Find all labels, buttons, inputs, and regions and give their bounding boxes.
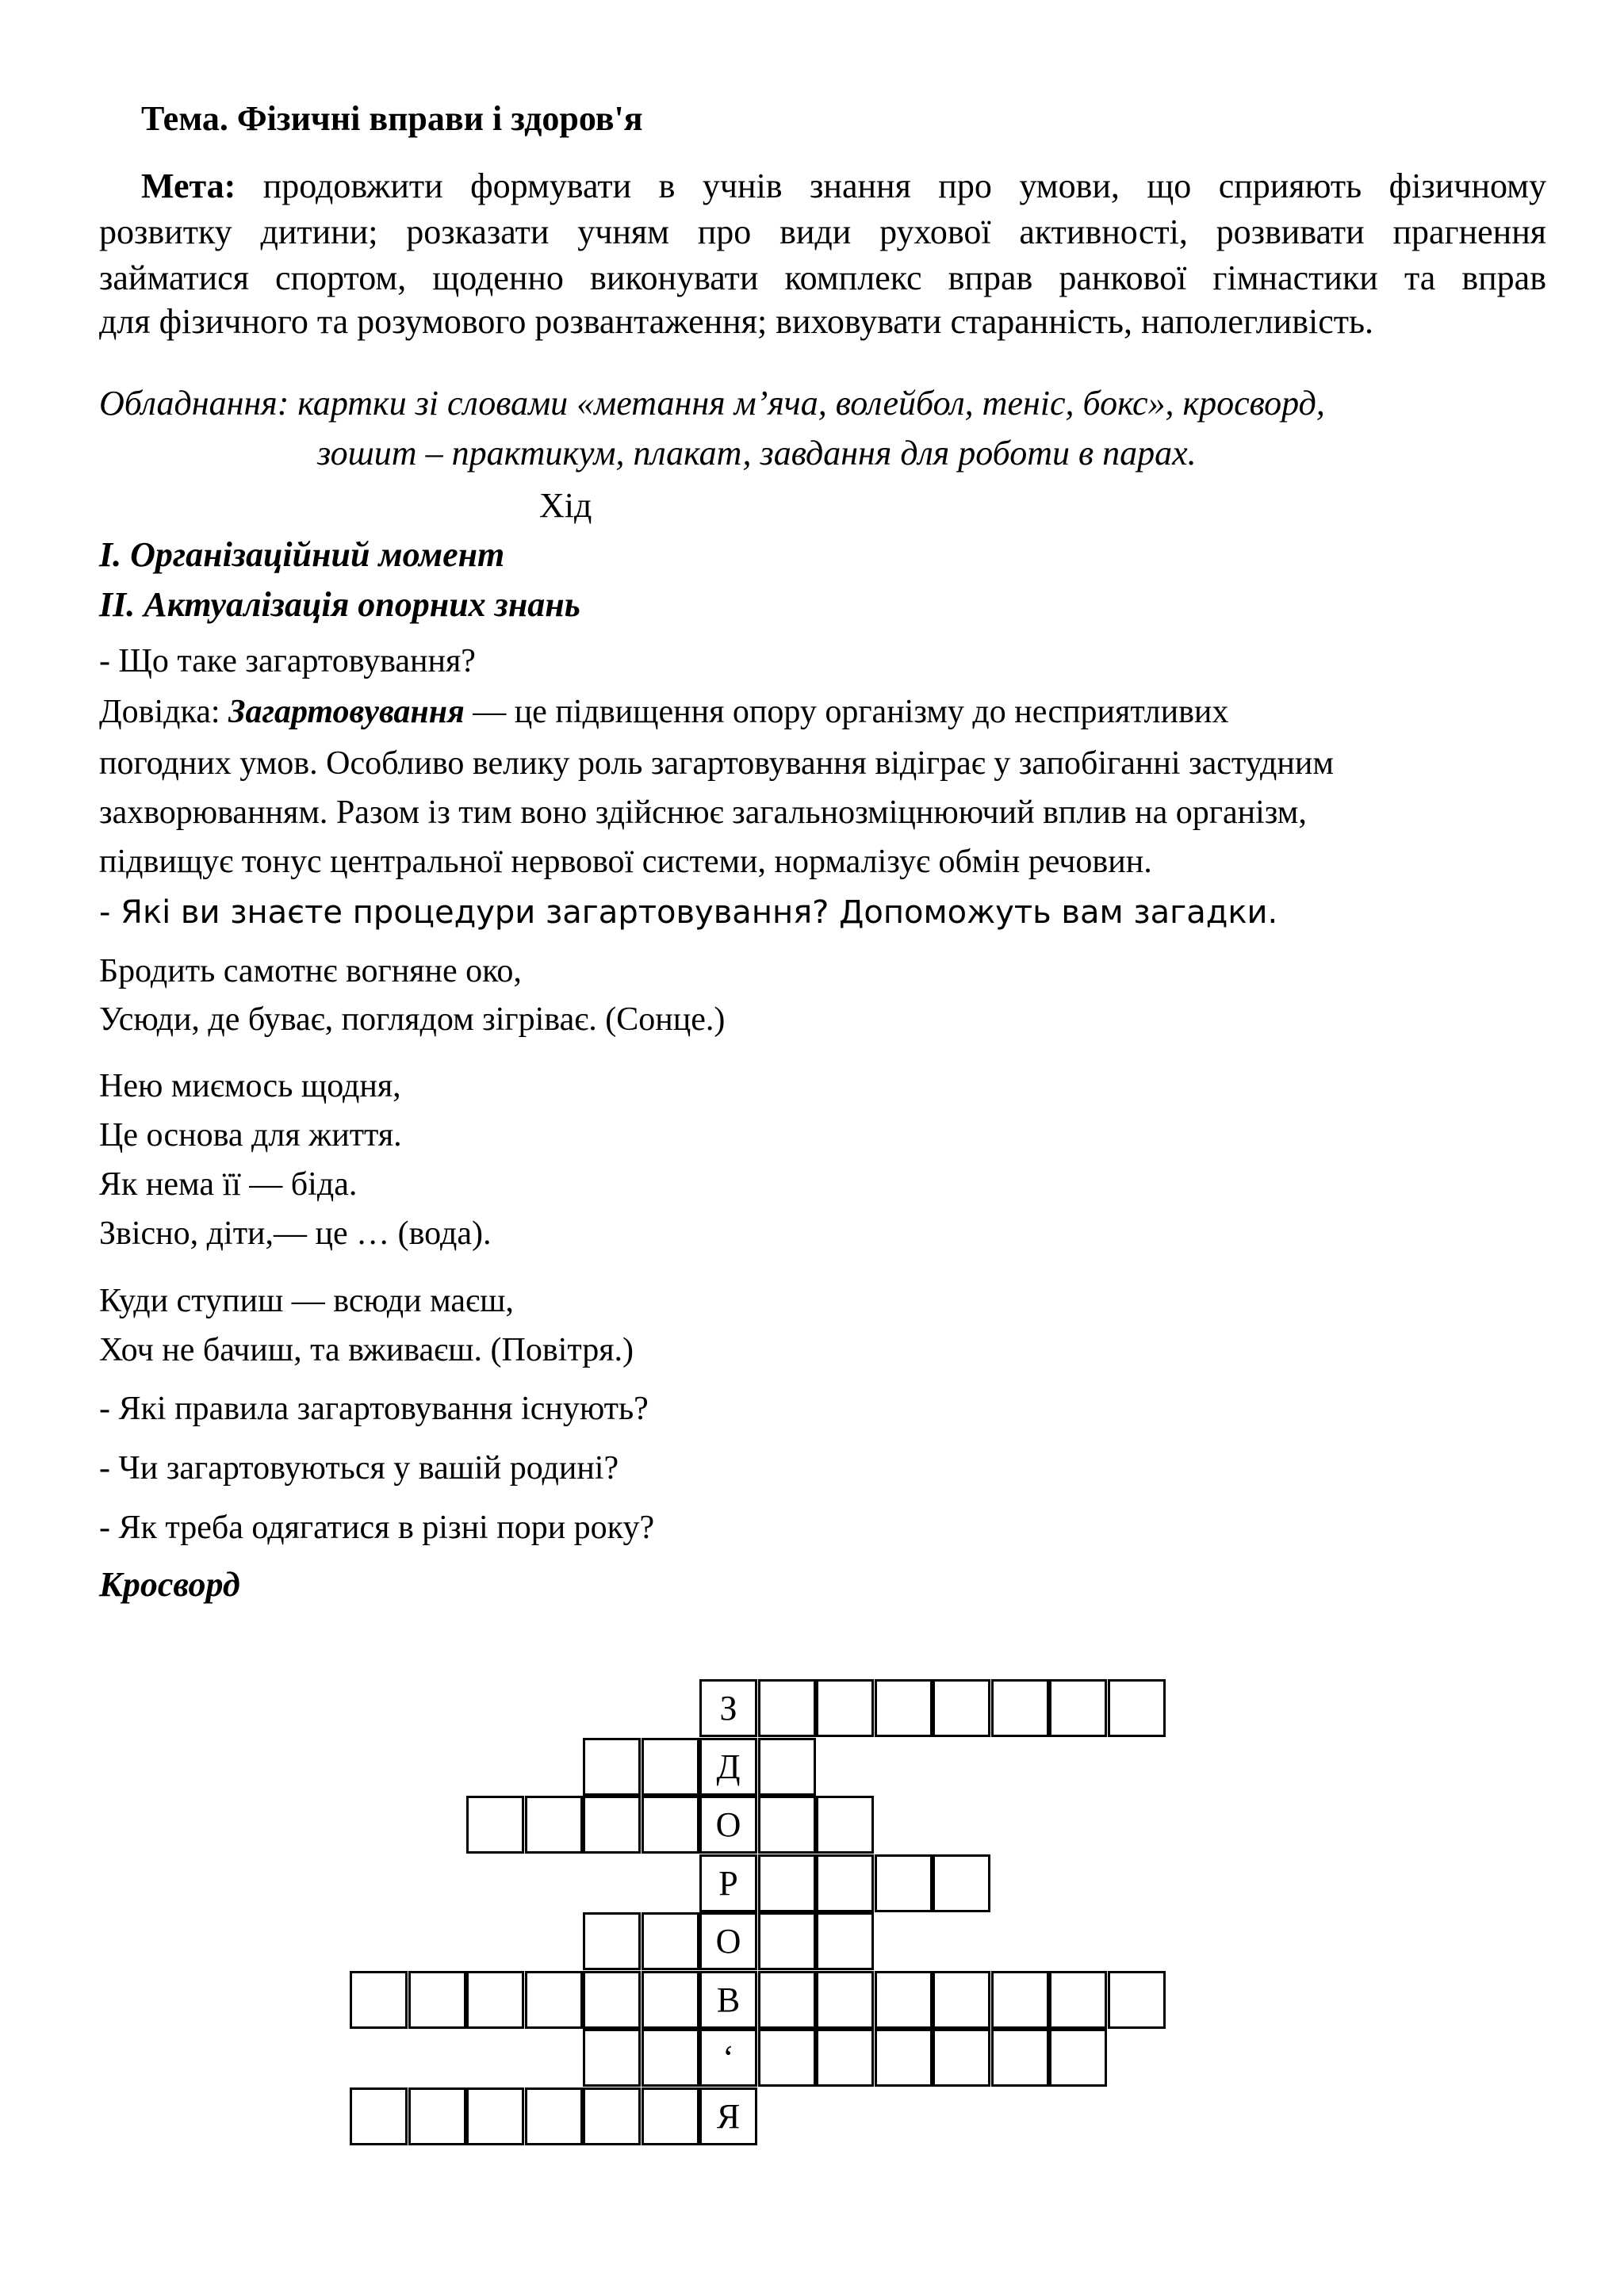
section-1-heading: I. Організаційний момент xyxy=(99,535,505,574)
question-clothing: - Як треба одягатися в різні пори року? xyxy=(99,1510,655,1546)
crossword-cell[interactable] xyxy=(466,1796,524,1854)
crossword-cell[interactable] xyxy=(642,2029,699,2087)
crossword-cell[interactable] xyxy=(350,1971,408,2029)
crossword-cell[interactable] xyxy=(408,2087,466,2145)
crossword-cell[interactable] xyxy=(875,1854,933,1912)
equipment-line-1: Обладнання: картки зі словами «метання м’яча, волейбол, теніс, бокс», кросворд, xyxy=(99,384,1325,423)
crossword-cell[interactable] xyxy=(758,1796,816,1854)
riddle-3-line-2: Хоч не бачиш, та вживаєш. (Повітря.) xyxy=(99,1332,634,1368)
crossword-cell[interactable] xyxy=(1049,2029,1107,2087)
question-procedures: - Які ви знаєте процедури загартовування? Допоможуть вам загадки. xyxy=(99,894,1278,931)
crossword-cell[interactable] xyxy=(758,1738,816,1796)
crossword-cell[interactable] xyxy=(583,1912,641,1970)
crossword-key-cell[interactable]: Д xyxy=(699,1738,757,1796)
crossword-cell[interactable] xyxy=(758,1971,816,2029)
crossword-cell[interactable] xyxy=(583,1796,641,1854)
riddle-2-line-1: Нею миємось щодня, xyxy=(99,1068,401,1104)
crossword-cell[interactable] xyxy=(642,2087,699,2145)
crossword-cell[interactable] xyxy=(583,1738,641,1796)
reference-line-2: погодних умов. Особливо велику роль загартовування відіграє у запобіганні застудним xyxy=(99,745,1334,782)
crossword-cell[interactable] xyxy=(525,2087,583,2145)
crossword-key-cell[interactable]: О xyxy=(699,1796,757,1854)
crossword-cell[interactable] xyxy=(1108,1679,1166,1737)
crossword-key-cell[interactable]: Я xyxy=(699,2087,757,2145)
riddle-1-line-1: Бродить самотнє вогняне око, xyxy=(99,953,522,989)
crossword-cell[interactable] xyxy=(816,2029,874,2087)
crossword-cell[interactable] xyxy=(642,1738,699,1796)
topic-text: Фізичні вправи і здоров'я xyxy=(228,99,643,138)
goal-line-3: займатися спортом, щоденно виконувати комплекс вправ ранкової гімнастики та вправ xyxy=(99,258,1546,297)
crossword-key-cell[interactable]: З xyxy=(699,1679,757,1737)
topic-line xyxy=(141,98,643,140)
goal-line-2: розвитку дитини; розказати учням про види рухової активності, розвивати прагнення xyxy=(99,212,1546,251)
riddle-3-line-1: Куди ступиш — всюди маєш, xyxy=(99,1283,514,1319)
crossword-cell[interactable] xyxy=(875,1971,933,2029)
crossword-cell[interactable] xyxy=(816,1679,874,1737)
crossword-cell[interactable] xyxy=(933,1971,990,2029)
crossword-cell[interactable] xyxy=(466,2087,524,2145)
crossword-cell[interactable] xyxy=(991,2029,1049,2087)
crossword-cell[interactable] xyxy=(758,1679,816,1737)
crossword-cell[interactable] xyxy=(525,1796,583,1854)
crossword-cell[interactable] xyxy=(933,1854,990,1912)
section-2-heading: II. Актуалізація опорних знань xyxy=(99,585,580,624)
equipment-line-2: зошит – практикум, плакат, завдання для роботи в парах. xyxy=(317,434,1197,473)
goal-line-1 xyxy=(141,163,1546,209)
crossword-cell[interactable] xyxy=(991,1971,1049,2029)
crossword-title: Кросворд xyxy=(99,1565,240,1604)
crossword-cell[interactable] xyxy=(1108,1971,1166,2029)
reference-line-1 xyxy=(99,692,1228,732)
crossword-cell[interactable] xyxy=(758,2029,816,2087)
crossword-cell[interactable] xyxy=(583,1971,641,2029)
reference-rest: — це підвищення опору організму до несприятливих xyxy=(464,694,1229,730)
crossword-cell[interactable] xyxy=(816,1971,874,2029)
goal-text-1: продовжити формувати в учнів знання про умови, що сприяють фізичному xyxy=(236,166,1546,205)
riddle-2-line-4: Звісно, діти,— це … (вода). xyxy=(99,1215,492,1252)
crossword-cell[interactable] xyxy=(991,1679,1049,1737)
crossword-cell[interactable] xyxy=(350,2087,408,2145)
crossword-cell[interactable] xyxy=(933,1679,990,1737)
riddle-1-line-2: Усюди, де буває, поглядом зігріває. (Сонце.) xyxy=(99,1001,726,1038)
crossword-key-cell[interactable]: ‘ xyxy=(699,2029,757,2087)
crossword-cell[interactable] xyxy=(875,1679,933,1737)
reference-label: Довідка: xyxy=(99,694,229,730)
crossword-cell[interactable] xyxy=(642,1971,699,2029)
reference-line-4: підвищує тонус центральної нервової системи, нормалізує обмін речовин. xyxy=(99,844,1152,880)
crossword-cell[interactable] xyxy=(1049,1971,1107,2029)
course-title: Хід xyxy=(539,486,592,525)
crossword-cell[interactable] xyxy=(525,1971,583,2029)
question-family: - Чи загартовуються у вашій родині? xyxy=(99,1450,619,1487)
goal-label: Мета: xyxy=(141,166,236,205)
crossword-cell[interactable] xyxy=(408,1971,466,2029)
crossword-key-cell[interactable]: В xyxy=(699,1971,757,2029)
riddle-2-line-2: Це основа для життя. xyxy=(99,1117,402,1154)
crossword-cell[interactable] xyxy=(466,1971,524,2029)
goal-line-4: для фізичного та розумового розвантаження; виховувати старанність, наполегливість. xyxy=(99,302,1374,341)
topic-label: Тема. xyxy=(141,99,228,138)
crossword-cell[interactable] xyxy=(933,2029,990,2087)
crossword-cell[interactable] xyxy=(816,1796,874,1854)
reference-term: Загартовування xyxy=(228,694,465,730)
crossword-cell[interactable] xyxy=(642,1912,699,1970)
question-rules: - Які правила загартовування існують? xyxy=(99,1391,649,1427)
crossword-key-cell[interactable]: О xyxy=(699,1912,757,1970)
crossword-cell[interactable] xyxy=(583,2087,641,2145)
question-hardening: - Що таке загартовування? xyxy=(99,643,476,679)
reference-line-3: захворюванням. Разом із тим воно здійснює загальнозміцнюючий вплив на організм, xyxy=(99,794,1307,831)
crossword-cell[interactable] xyxy=(1049,1679,1107,1737)
crossword-cell[interactable] xyxy=(758,1912,816,1970)
crossword-cell[interactable] xyxy=(583,2029,641,2087)
crossword-cell[interactable] xyxy=(875,2029,933,2087)
riddle-2-line-3: Як нема її — біда. xyxy=(99,1166,358,1203)
crossword-cell[interactable] xyxy=(816,1912,874,1970)
crossword-cell[interactable] xyxy=(816,1854,874,1912)
crossword-key-cell[interactable]: Р xyxy=(699,1854,757,1912)
crossword-cell[interactable] xyxy=(758,1854,816,1912)
crossword-cell[interactable] xyxy=(642,1796,699,1854)
